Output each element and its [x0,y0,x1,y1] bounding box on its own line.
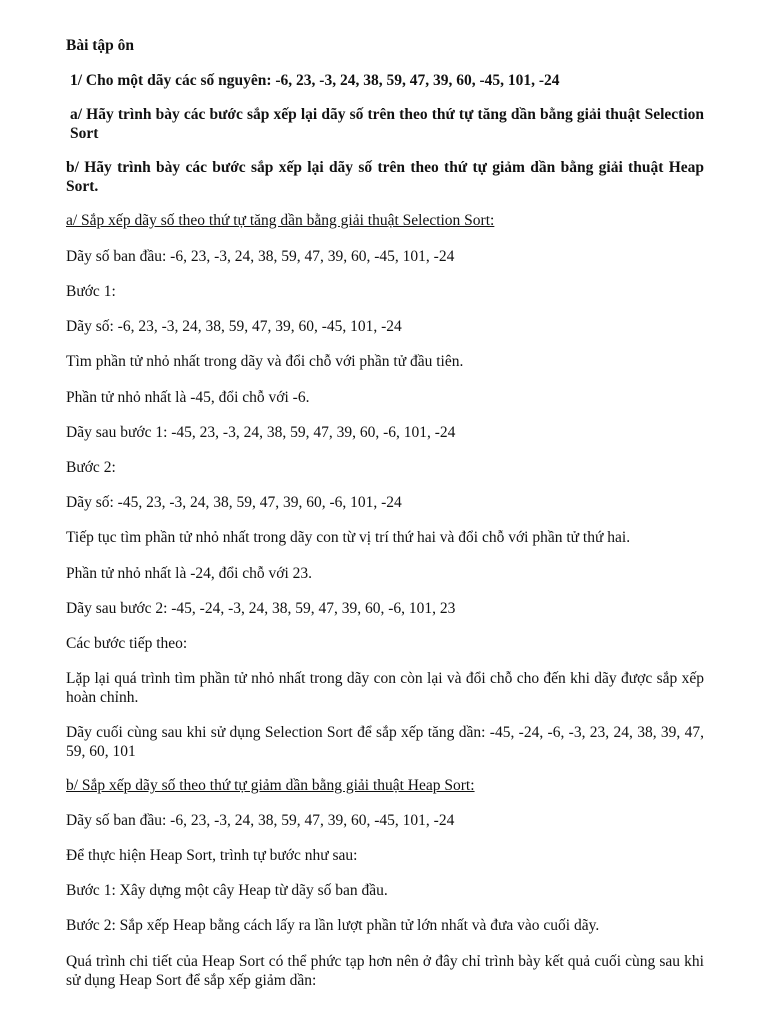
step2-array: Dãy số: -45, 23, -3, 24, 38, 59, 47, 39, 60, -6, 101, -24 [66,494,402,511]
section-b-initial: Dãy số ban đầu: -6, 23, -3, 24, 38, 59, 47, 39, 60, -45, 101, -24 [66,812,455,829]
selection-sort-final: Dãy cuối cùng sau khi sử dụng Selection Sort để sắp xếp tăng dần: -45, -24, -6, -3, 23, 24, 38, 39, 47, 59, 60, 101 [66,724,704,760]
section-a-heading: a/ Sắp xếp dãy số theo thứ tự tăng dần bằng giải thuật Selection Sort: [66,212,495,229]
document-page [66,0,704,1024]
step1-desc: Tìm phần tử nhỏ nhất trong dãy và đổi chỗ với phần tử đầu tiên. [66,353,464,370]
step1-label: Bước 1: [66,283,116,300]
next-steps-label: Các bước tiếp theo: [66,635,188,652]
step2-result: Dãy sau bước 2: -45, -24, -3, 24, 38, 59, 47, 39, 60, -6, 101, 23 [66,600,456,617]
section-a-initial: Dãy số ban đầu: -6, 23, -3, 24, 38, 59, 47, 39, 60, -45, 101, -24 [66,248,455,265]
heap-step2: Bước 2: Sắp xếp Heap bằng cách lấy ra lần lượt phần tử lớn nhất và đưa vào cuối dãy. [66,917,600,934]
next-steps-desc: Lặp lại quá trình tìm phần tử nhỏ nhất trong dãy con còn lại và đổi chỗ cho đến khi dãy được sắp xếp hoàn chỉnh. [66,670,704,706]
step1-result: Dãy sau bước 1: -45, 23, -3, 24, 38, 59, 47, 39, 60, -6, 101, -24 [66,424,456,441]
section-b-heading: b/ Sắp xếp dãy số theo thứ tự giảm dần bằng giải thuật Heap Sort: [66,777,475,794]
heap-note: Quá trình chi tiết của Heap Sort có thể phức tạp hơn nên ở đây chỉ trình bày kết quả cuối cùng sau khi sử dụng Heap Sort để sắp xếp giảm dần: [66,953,704,989]
question-a: a/ Hãy trình bày các bước sắp xếp lại dãy số trên theo thứ tự tăng dần bằng giải thuật Selection Sort [70,106,704,142]
question-1: 1/ Cho một dãy các số nguyên: -6, 23, -3, 24, 38, 59, 47, 39, 60, -45, 101, -24 [70,72,560,89]
heap-intro: Để thực hiện Heap Sort, trình tự bước như sau: [66,847,358,864]
step2-desc: Tiếp tục tìm phần tử nhỏ nhất trong dãy con từ vị trí thứ hai và đổi chỗ với phần tử thứ hai. [66,529,631,546]
step2-min: Phần tử nhỏ nhất là -24, đổi chỗ với 23. [66,565,313,582]
step2-label: Bước 2: [66,459,116,476]
document-title: Bài tập ôn [66,37,135,54]
heap-step1: Bước 1: Xây dựng một cây Heap từ dãy số ban đầu. [66,882,388,899]
step1-array: Dãy số: -6, 23, -3, 24, 38, 59, 47, 39, 60, -45, 101, -24 [66,318,402,335]
step1-min: Phần tử nhỏ nhất là -45, đổi chỗ với -6. [66,389,310,406]
question-b: b/ Hãy trình bày các bước sắp xếp lại dãy số trên theo thứ tự giảm dần bằng giải thuật Heap Sort. [66,159,704,195]
